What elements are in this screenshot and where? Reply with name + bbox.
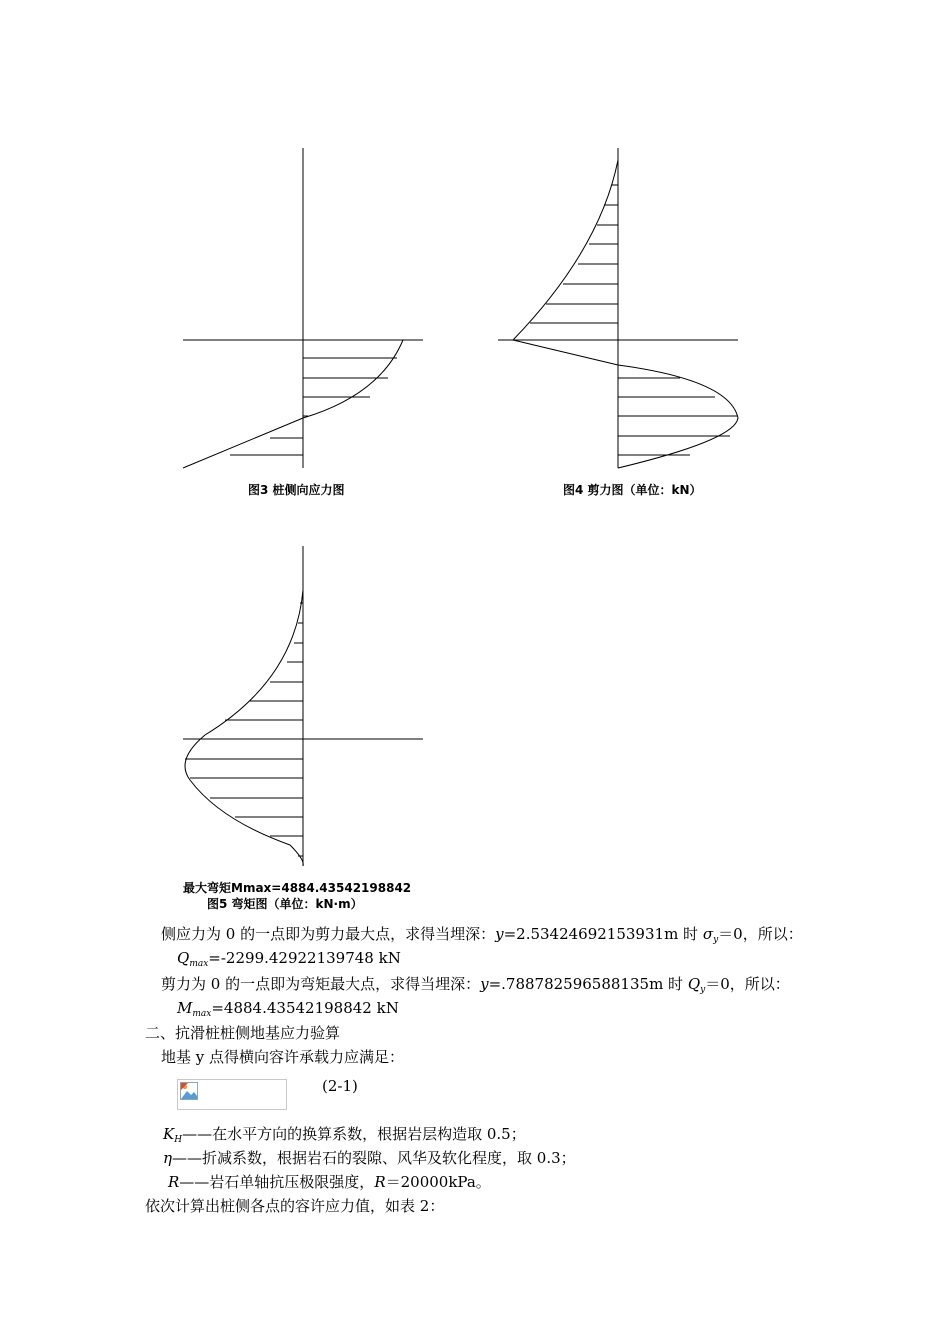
figure-4-shear bbox=[498, 148, 738, 468]
equation-image-placeholder bbox=[177, 1079, 287, 1110]
fig3-caption: 图3 桩侧向应力图 bbox=[248, 483, 345, 497]
paragraph-bearing-capacity: 地基 y 点得横向容许承载力应满足： bbox=[161, 1048, 405, 1066]
broken-image-icon bbox=[180, 1082, 198, 1100]
figure-3-lateral-stress bbox=[183, 148, 423, 468]
fig4-caption: 图4 剪力图（单位：kN） bbox=[563, 483, 702, 497]
fig3-curve bbox=[183, 340, 403, 468]
section-heading: 二、抗滑桩桩侧地基应力验算 bbox=[145, 1024, 341, 1042]
fig5-hatch-lines bbox=[185, 603, 303, 856]
equation-number: (2-1) bbox=[322, 1077, 358, 1095]
figure-5-moment bbox=[183, 546, 423, 866]
fig5-max-label: 最大弯矩Mmax=4884.43542198842 bbox=[183, 881, 412, 895]
paragraph-moment-max: 剪力为 0 的一点即为弯矩最大点，求得当埋深：y=.788782596588135m 时 $Q_y=0$，所以： bbox=[161, 975, 790, 995]
fig3-hatch-lines bbox=[230, 358, 397, 455]
paragraph-shear-max: 侧应力为 0 的一点即为剪力最大点，求得当埋深：y=2.53424692153931m 时 $\sigma_y=0$，所以： bbox=[161, 925, 803, 945]
fig5-caption: 图5 弯矩图（单位：kN·m） bbox=[207, 897, 363, 911]
definition-eta: η——折减系数，根据岩石的裂隙、风华及软化程度，取 0.3； bbox=[163, 1149, 576, 1167]
definition-r: R——岩石单轴抗压极限强度，R＝20000kPa。 bbox=[168, 1173, 491, 1191]
m-max-value: $M_{max}=4884.43542198842$ kN bbox=[177, 999, 399, 1019]
fig4-curve-mid bbox=[513, 340, 618, 365]
fig4-curve-upper bbox=[513, 160, 618, 340]
definition-kh: $K_H——$在水平方向的换算系数，根据岩层构造取 0.5； bbox=[163, 1125, 526, 1145]
fig5-curve bbox=[185, 590, 303, 866]
paragraph-table-intro: 依次计算出桩侧各点的容许应力值，如表 2： bbox=[145, 1197, 445, 1215]
q-max-value: $Q_{max}=-2299.42922139748$ kN bbox=[177, 949, 401, 969]
fig4-hatch-lines bbox=[530, 185, 738, 455]
